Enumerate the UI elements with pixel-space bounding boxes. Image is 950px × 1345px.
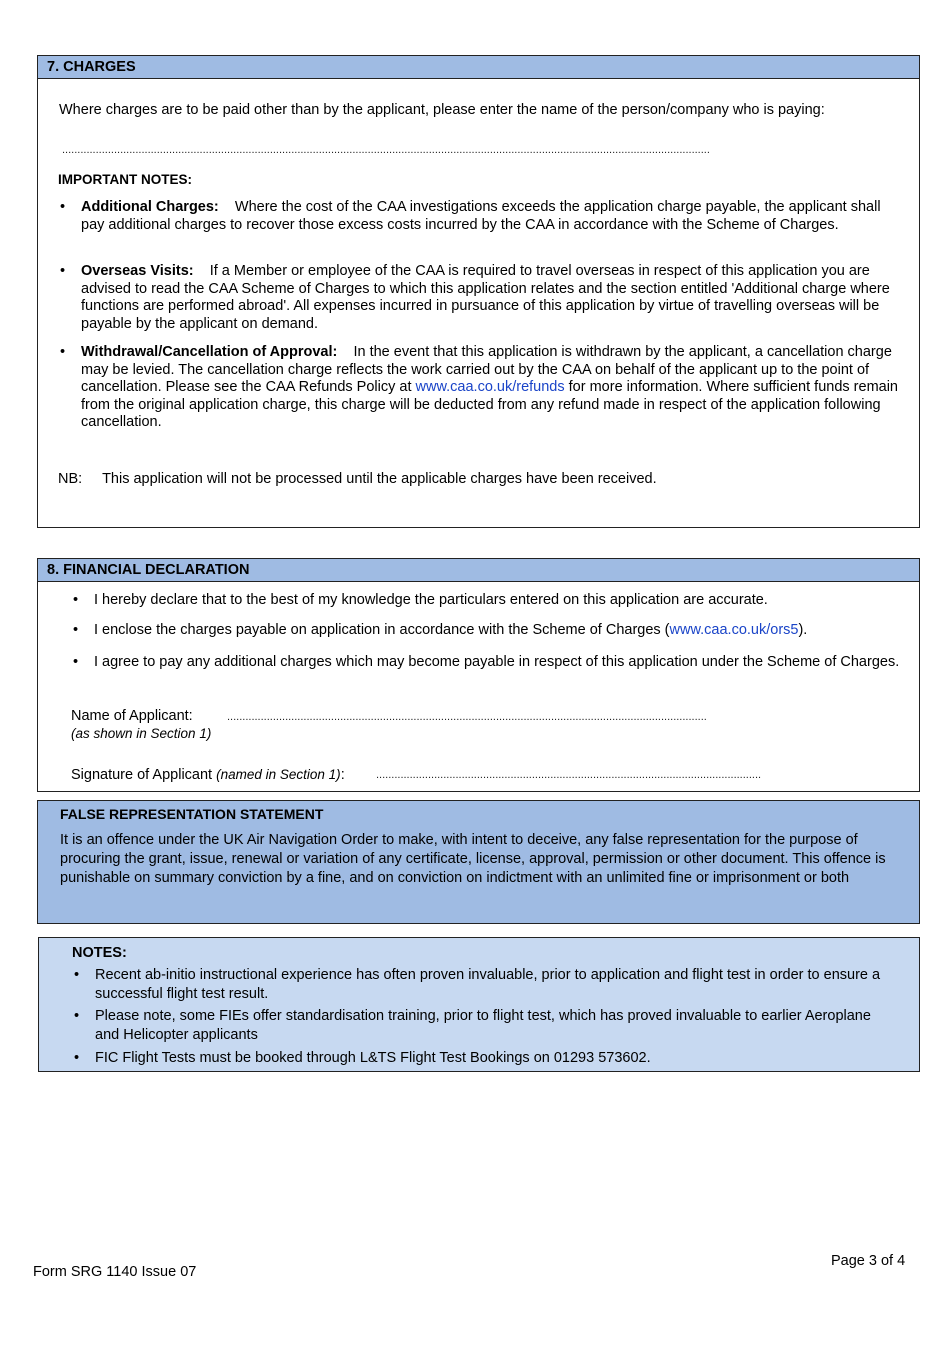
signature-label-text: Signature of Applicant bbox=[71, 767, 213, 783]
declaration-text: I enclose the charges payable on application in accordance with the Scheme of Charges ( bbox=[94, 622, 670, 638]
list-item bbox=[74, 1049, 895, 1068]
section-charges bbox=[37, 55, 920, 528]
section-charges-header: 7. CHARGES bbox=[38, 56, 919, 79]
nb-statement bbox=[58, 471, 657, 489]
list-item bbox=[73, 622, 909, 653]
bullet-icon: • bbox=[74, 1050, 80, 1066]
nb-text: This application will not be processed until the applicable charges have been received. bbox=[102, 471, 657, 487]
list-item bbox=[60, 263, 906, 344]
bullet-icon: • bbox=[60, 199, 66, 215]
signature-field[interactable]: .............................................................................................................................. bbox=[376, 769, 762, 781]
page-number: Page 3 of 4 bbox=[831, 1253, 906, 1269]
note-title: Withdrawal/Cancellation of Approval: bbox=[81, 344, 338, 360]
applicant-name-field[interactable]: ............................................................................................................................................................. bbox=[227, 711, 707, 723]
bullet-icon: • bbox=[60, 263, 66, 279]
declaration-text: I agree to pay any additional charges which may become payable in respect of this application under the Scheme of Charges. bbox=[94, 654, 900, 670]
note-text: FIC Flight Tests must be booked through L&TS Flight Test Bookings on 01293 573602. bbox=[95, 1050, 651, 1066]
false-representation-title: FALSE REPRESENTATION STATEMENT bbox=[60, 806, 324, 822]
applicant-name-sublabel: (as shown in Section 1) bbox=[71, 726, 212, 741]
applicant-name-label: Name of Applicant: bbox=[71, 708, 193, 724]
notes-box bbox=[38, 937, 920, 1072]
refunds-link[interactable]: www.caa.co.uk/refunds bbox=[415, 379, 565, 395]
note-text-cont: for more information. Where sufficient funds remain from the original application charge, this charge will be deducted from any refund made in respect of the application following cancellation. bbox=[81, 379, 899, 430]
bullet-icon: • bbox=[73, 654, 79, 670]
signature-colon: : bbox=[340, 767, 345, 783]
important-notes-title bbox=[58, 171, 192, 189]
list-item bbox=[73, 592, 909, 622]
important-notes-label: IMPORTANT NOTES: bbox=[58, 172, 192, 187]
nb-label: NB: bbox=[58, 471, 83, 487]
note-text: In the event that this application is withdrawn by the applicant, a cancellation charge may be levied. The cancellation charge reflects the work carried out by the CAA on behalf of the applicant up to the point of cancellation. Please see the CAA Refunds Policy at bbox=[81, 344, 892, 395]
list-item bbox=[73, 653, 909, 672]
notes-list bbox=[74, 966, 895, 1068]
list-item bbox=[74, 966, 895, 1007]
list-item bbox=[60, 344, 906, 432]
bullet-icon: • bbox=[74, 967, 80, 983]
charges-intro: Where charges are to be paid other than by the applicant, please enter the name of the person/company who is paying: bbox=[59, 102, 825, 118]
list-item bbox=[74, 1007, 895, 1049]
note-title: Overseas Visits: bbox=[81, 263, 194, 279]
notes-title: NOTES: bbox=[72, 945, 127, 961]
false-representation-text: It is an offence under the UK Air Navigation Order to make, with intent to deceive, any false representation for the purpose of procuring the grant, issue, renewal or variation of any certificate, license, approval, permission or other document. This offence is punishable on summary conviction by a fine, and on conviction on indictment with an unlimited fine or imprisonment or both bbox=[60, 832, 886, 886]
section-financial-header: 8. FINANCIAL DECLARATION bbox=[38, 559, 919, 582]
note-text: Where the cost of the CAA investigations exceeds the application charge payable, the applicant shall pay additional charges to recover those excess costs incurred by the CAA in accordance with the Scheme of Charges. bbox=[81, 199, 881, 233]
section-financial-declaration bbox=[37, 558, 920, 792]
scheme-of-charges-link[interactable]: www.caa.co.uk/ors5 bbox=[669, 622, 799, 638]
signature-label-note: (named in Section 1) bbox=[216, 767, 341, 782]
bullet-icon: • bbox=[73, 622, 79, 638]
declaration-text: I hereby declare that to the best of my knowledge the particulars entered on this application are accurate. bbox=[94, 592, 768, 608]
signature-label bbox=[71, 766, 345, 785]
bullet-icon: • bbox=[60, 344, 66, 360]
note-text: Please note, some FIEs offer standardisation training, prior to flight test, which has proved invaluable to earlier Aeroplane and Helicopter applicants bbox=[95, 1008, 871, 1043]
payer-name-field[interactable]: .................................................................................................................................................................................................................... bbox=[62, 144, 710, 156]
note-text: If a Member or employee of the CAA is required to travel overseas in respect of this application you are advised to read the CAA Scheme of Charges to which this application relates and the section entitled 'Additional charge where functions are performed abroad'. All expenses incurred in pursuance of this application by virtue of travelling overseas will be payable by the applicant on demand. bbox=[81, 263, 890, 332]
list-item bbox=[60, 199, 906, 263]
declaration-list bbox=[73, 592, 909, 672]
bullet-icon: • bbox=[74, 1008, 80, 1024]
false-representation-box bbox=[37, 800, 920, 924]
important-notes-list bbox=[60, 199, 906, 432]
bullet-icon: • bbox=[73, 592, 79, 608]
note-text: Recent ab-initio instructional experience has often proven invaluable, prior to application and flight test in order to ensure a successful flight test result. bbox=[95, 967, 881, 1002]
form-identifier: Form SRG 1140 Issue 07 bbox=[33, 1264, 197, 1280]
declaration-text-end: ). bbox=[798, 622, 808, 638]
note-title: Additional Charges: bbox=[81, 199, 219, 215]
